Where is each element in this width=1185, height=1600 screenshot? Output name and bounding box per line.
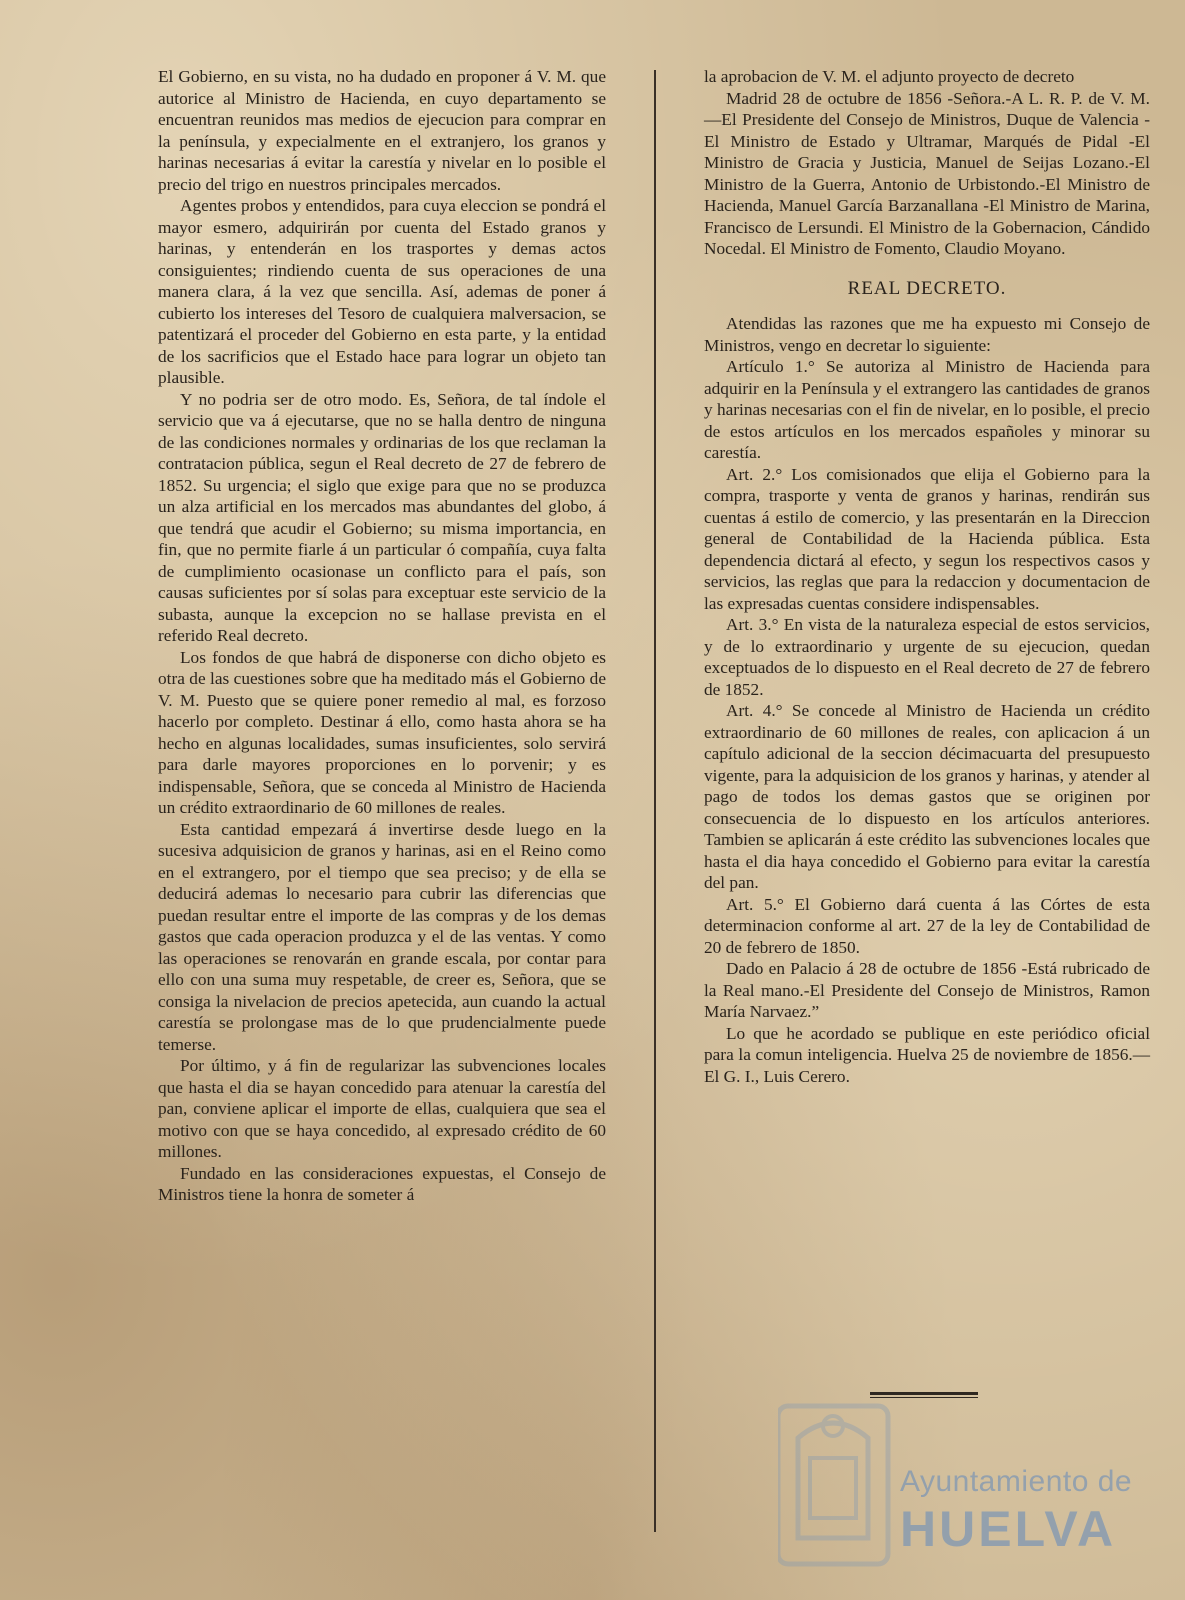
article-4: Art. 4.° Se concede al Ministro de Hacienda un crédito extraordinario de 60 millones de reales, con aplicacion á un capítulo adicional de la seccion décimacuarta del presupuesto vigente, para la adquisicion de los granos y harinas, y atender al pago de todos los demas gastos que se originen por consecuencia de lo dispuesto en los artículos anteriores. Tambien se aplicarán á este crédito las subvenciones locales que hasta el dia haya concedido el Gobierno para evitar la carestía del pan. <box>704 701 1150 892</box>
decree-heading: REAL DECRETO. <box>847 277 1007 299</box>
article-1: Artículo 1.° Se autoriza al Ministro de Hacienda para adquirir en la Península y el extrangero las cantidades de granos y harinas necesarias con el fin de nivelar, en lo posible, el precio de estos artículos en los mercados españoles y minorar su carestía. <box>704 357 1150 462</box>
paragraph: Esta cantidad empezará á invertirse desde luego en la sucesiva adquisicion de granos y harinas, asi en el Reino como en el extrangero, por el tiempo que sea preciso; y de ella se deducirá ademas lo necesario para cubrir las diferencias que puedan resultar entre el importe de las compras y de los demas gastos que cada operacion produzca y el de las ventas. Y como las operaciones se renovarán en grande escala, por contar para ello con una suma muy respetable, de creer es, Señora, que se consiga la nivelacion de precios apetecida, aun cuando la actual carestía se prolongase mas de lo que prudencialmente puede temerse. <box>158 819 606 1054</box>
paragraph: El Gobierno, en su vista, no ha dudado en proponer á V. M. que autorice al Ministro de Hacienda, en cuyo departamento se encuentran reunidos mas medios de ejecucion para comprar en la península, y expecialmente en el extranjero, los granos y harinas necesarias á evitar la carestía y nivelar en lo posible el precio del trigo en nuestros principales mercados. <box>158 67 606 194</box>
paragraph: Dado en Palacio á 28 de octubre de 1856 -Está rubricado de la Real mano.-El Presidente del Consejo de Ministros, Ramon María Narvaez.” <box>704 959 1150 1021</box>
left-column <box>158 66 606 1206</box>
signature-paragraph: Madrid 28 de octubre de 1856 -Señora.-A L. R. P. de V. M.—El Presidente del Consejo de Ministros, Duque de Valencia -El Ministro de Estado y Ultramar, Marqués de Pidal -El Ministro de Gracia y Justicia, Manuel de Seijas Lozano.-El Ministro de la Guerra, Antonio de Urbistondo.-El Ministro de Hacienda, Manuel García Barzanallana -El Ministro de Marina, Francisco de Lersundi. El Ministro de la Gobernacion, Cándido Nocedal. El Ministro de Fomento, Claudio Moyano. <box>704 88 1150 258</box>
paragraph: Fundado en las consideraciones expuestas, el Consejo de Ministros tiene la honra de someter á <box>158 1163 606 1204</box>
article-5: Art. 5.° El Gobierno dará cuenta á las Córtes de esta determinacion conforme al art. 27 de la ley de Contabilidad de 20 de febrero de 1850. <box>704 894 1150 957</box>
paragraph: Atendidas las razones que me ha expuesto mi Consejo de Ministros, vengo en decretar lo siguiente: <box>704 314 1150 355</box>
paragraph: Agentes probos y entendidos, para cuya eleccion se pondrá el mayor esmero, adquirirán por cuenta del Estado granos y harinas, y entenderán en los trasportes y demas actos consiguientes; rindiendo cuenta de sus operaciones de una manera clara, á la vez que sencilla. Así, ademas de poner á cubierto los intereses del Tesoro de cualquiera malversacion, se patentizará el proceder del Gobierno en esta parte, y la entidad de los sacrificios que el Estado hace para lograr un objeto tan plausible. <box>158 196 606 387</box>
right-column <box>704 66 1150 1087</box>
article-3: Art. 3.° En vista de la naturaleza especial de estos servicios, y de lo extraordinario y urgente de su ejecucion, quedan exceptuados de lo dispuesto en el Real decreto de 27 de febrero de 1852. <box>704 615 1150 699</box>
paragraph: Y no podria ser de otro modo. Es, Señora, de tal índole el servicio que va á ejecutarse, que no se halla dentro de ninguna de las condiciones normales y ordinarias de los que reclaman la contratacion pública, segun el Real decreto de 27 de febrero de 1852. Su urgencia; el siglo que exige para que no se produzca un alza artificial en los mercados mas abundantes del globo, á que tendrá que acudir el Gobierno; su misma importancia, en fin, que no permite fiarle á un particular ó compañía, cuya falta de cumplimiento ocasionase un conflicto para el país, son causas suficientes por sí solas para exceptuar este servicio de la subasta, aunque la excepcion no se hallase prevista en el referido Real decreto. <box>158 389 606 645</box>
paragraph: Lo que he acordado se publique en este periódico oficial para la comun inteligencia. Huelva 25 de noviembre de 1856.—El G. I., Luis Cerero. <box>704 1023 1150 1086</box>
column-divider <box>654 70 656 1532</box>
paragraph: la aprobacion de V. M. el adjunto proyecto de decreto <box>704 67 1075 86</box>
stamp-line-1: Ayuntamiento de <box>900 1465 1133 1498</box>
thick-rule <box>870 1392 978 1395</box>
article-2: Art. 2.° Los comisionados que elija el Gobierno para la compra, trasporte y venta de granos y harinas, rendirán sus cuentas á estilo de comercio, y las presentarán en la Direccion general de Contabilidad de la Hacienda pública. Esta dependencia dictará al efecto, y segun los respectivos casos y servicios, las reglas que para la redaccion y documentacion de las expresadas cuentas considere indispensables. <box>704 464 1150 613</box>
paragraph: Por último, y á fin de regularizar las subvenciones locales que hasta el dia se hayan concedido para atenuar la carestía del pan, conviene aplicar el importe de ellas, cualquiera que sea el motivo con que se haya concedido, al expresado crédito de 60 millones. <box>158 1056 606 1161</box>
paragraph: Los fondos de que habrá de disponerse con dicho objeto es otra de las cuestiones sobre que ha meditado más el Gobierno de V. M. Puesto que se quiere poner remedio al mal, es forzoso hacerlo por completo. Destinar á ello, como hasta ahora se ha hecho en algunas localidades, sumas insuficientes, solo servirá para darle mayores proporciones en lo porvenir; y es indispensable, Señora, que se conceda al Ministro de Hacienda un crédito extraordinario de 60 millones de reales. <box>158 647 606 817</box>
stamp-line-2: HUELVA <box>900 1501 1117 1557</box>
